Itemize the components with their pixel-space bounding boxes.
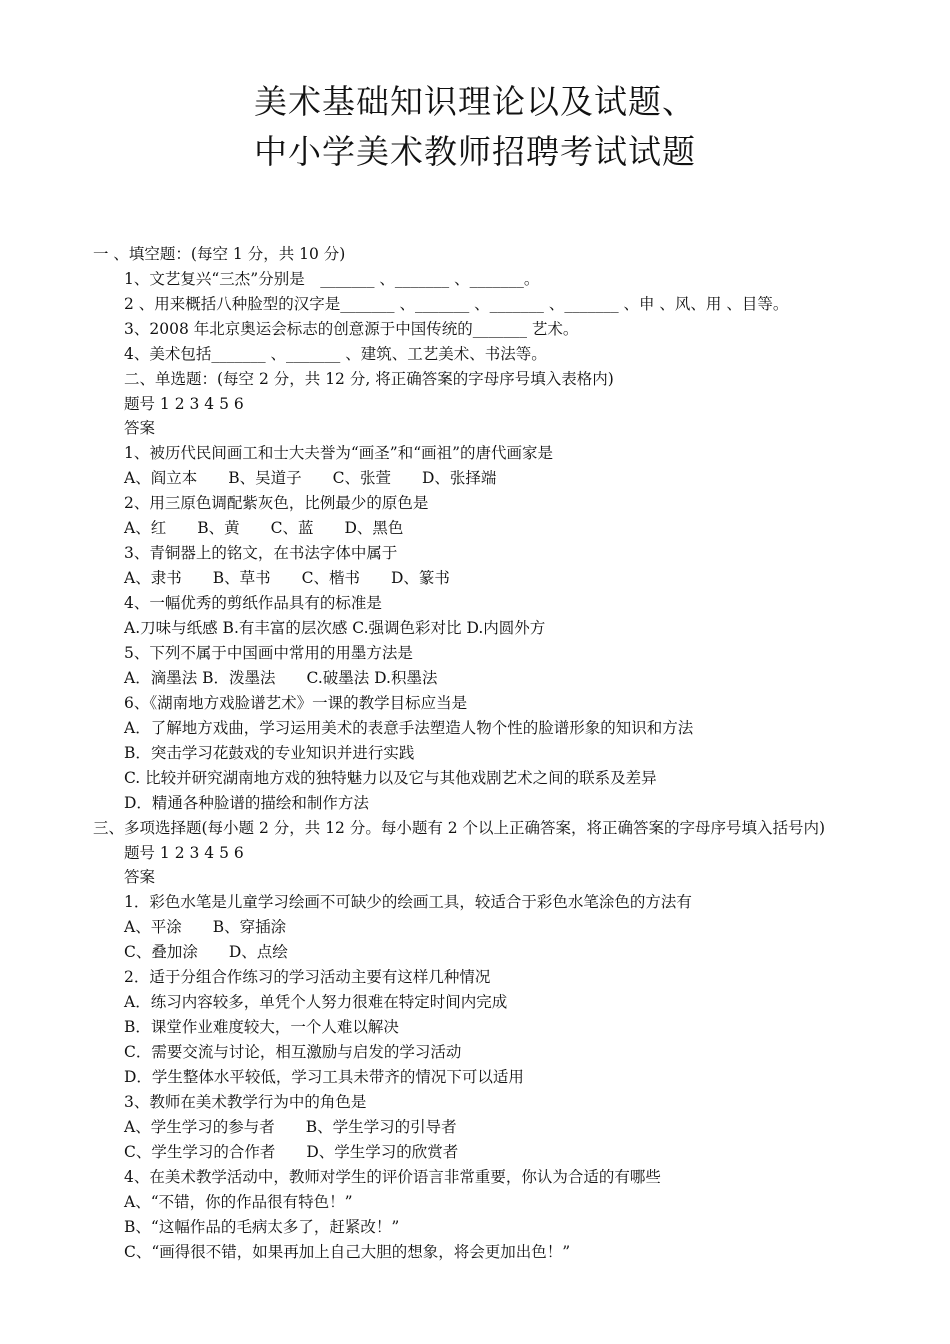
multi-question-2-option-d: D．学生整体水平较低，学习工具未带齐的情况下可以适用 [124,1068,524,1086]
answer-table-header: 题号 1 2 3 4 5 6 [124,395,244,413]
single-question-2-options: A、红 B、黄 C、蓝 D、黑色 [124,519,404,537]
single-question-3-options: A、隶书 B、草书 C、楷书 D、篆书 [124,569,450,587]
single-question-6-option-b: B．突击学习花鼓戏的专业知识并进行实践 [124,744,415,762]
single-question-6: 6、《湖南地方戏脸谱艺术》一课的教学目标应当是 [124,694,468,712]
multi-question-3-options-cd: C、学生学习的合作者 D、学生学习的欣赏者 [124,1143,459,1161]
fill-question-3: 3、2008 年北京奥运会标志的创意源于中国传统的_______ 艺术。 [124,320,579,338]
single-question-6-option-c: C. 比较并研究湖南地方戏的独特魅力以及它与其他戏剧艺术之间的联系及差异 [124,769,657,787]
multi-question-4-option-c: C、“画得很不错，如果再加上自己大胆的想象，将会更加出色！” [124,1243,571,1261]
multi-question-3-options-ab: A、学生学习的参与者 B、学生学习的引导者 [124,1118,457,1136]
section-2-heading: 二、单选题：(每空 2 分，共 12 分, 将正确答案的字母序号填入表格内) [124,370,614,388]
single-question-5: 5、下列不属于中国画中常用的用墨方法是 [124,644,413,662]
document-title-line-2: 中小学美术教师招聘考试试题 [254,132,696,171]
multi-question-4-option-a: A、“不错，你的作品很有特色！” [124,1193,353,1211]
single-question-5-options: A．滴墨法 B．泼墨法 C.破墨法 D.积墨法 [124,669,438,687]
multi-question-2-option-a: A．练习内容较多，单凭个人努力很难在特定时间内完成 [124,993,508,1011]
answer-table-row: 答案 [124,419,156,437]
single-question-4-options: A.刀味与纸感 B.有丰富的层次感 C.强调色彩对比 D.内圆外方 [124,619,546,637]
answer-table-header: 题号 1 2 3 4 5 6 [124,844,244,862]
section-3-heading: 三、多项选择题(每小题 2 分，共 12 分。每小题有 2 个以上正确答案，将正确答案的字母序号填入括号内) [93,819,826,837]
multi-question-1: 1．彩色水笔是儿童学习绘画不可缺少的绘画工具，较适合于彩色水笔涂色的方法有 [124,893,692,911]
section-1-heading: 一 、填空题：(每空 1 分，共 10 分) [93,245,346,263]
fill-question-1: 1、文艺复兴“三杰”分别是 _______ 、_______ 、_______。 [124,270,540,288]
answer-table-row: 答案 [124,868,156,886]
single-question-1-options: A、阎立本 B、吴道子 C、张萱 D、张择端 [124,469,497,487]
single-question-1: 1、被历代民间画工和士大夫誉为“画圣”和“画祖”的唐代画家是 [124,444,554,462]
multi-question-3: 3、教师在美术教学行为中的角色是 [124,1093,367,1111]
multi-question-4: 4、在美术教学活动中，教师对学生的评价语言非常重要，你认为合适的有哪些 [124,1168,661,1186]
single-question-3: 3、青铜器上的铭文，在书法字体中属于 [124,544,398,562]
fill-question-2: 2 、用来概括八种脸型的汉字是_______ 、_______ 、_______ 、_______ 、申 、风、用 、目等。 [124,295,789,313]
single-question-4: 4、一幅优秀的剪纸作品具有的标准是 [124,594,382,612]
multi-question-1-options-cd: C、叠加涂 D、点绘 [124,943,288,961]
multi-question-2-option-c: C．需要交流与讨论，相互激励与启发的学习活动 [124,1043,462,1061]
multi-question-2-option-b: B．课堂作业难度较大，一个人难以解决 [124,1018,399,1036]
multi-question-4-option-b: B、“这幅作品的毛病太多了，赶紧改！” [124,1218,400,1236]
multi-question-1-options-ab: A、平涂 B、穿插涂 [124,918,287,936]
document-title-line-1: 美术基础知识理论以及试题、 [254,82,696,121]
fill-question-4: 4、美术包括_______ 、_______ 、建筑、工艺美术、书法等。 [124,345,547,363]
single-question-6-option-a: A．了解地方戏曲，学习运用美术的表意手法塑造人物个性的脸谱形象的知识和方法 [124,719,694,737]
single-question-2: 2、用三原色调配紫灰色，比例最少的原色是 [124,494,429,512]
single-question-6-option-d: D．精通各种脸谱的描绘和制作方法 [124,794,369,812]
multi-question-2: 2．适于分组合作练习的学习活动主要有这样几种情况 [124,968,491,986]
